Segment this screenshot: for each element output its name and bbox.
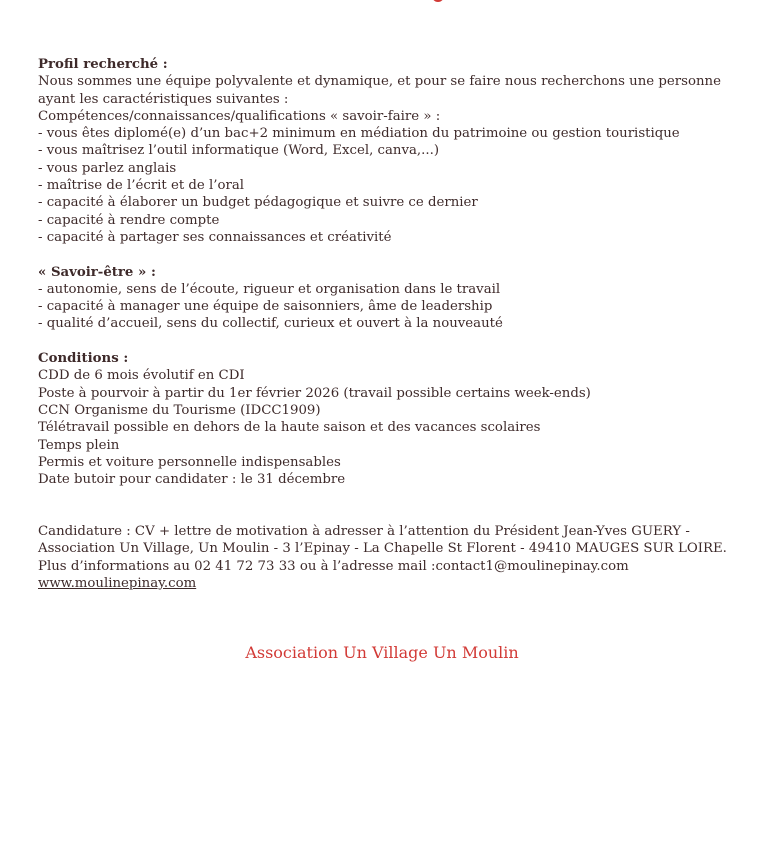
spacer: [38, 488, 728, 523]
profile-heading: Profil recherché :: [38, 57, 168, 72]
conditions-section: [38, 350, 728, 488]
skill-item: - vous maîtrisez l’outil informatique (Word, Excel, canva,...): [38, 143, 440, 159]
condition-item: Poste à pourvoir à partir du 1er février 2026 (travail possible certains week-ends): [38, 385, 591, 401]
condition-item: Permis et voiture personnelle indispensables: [38, 454, 341, 470]
candidature-line-1: Candidature : CV + lettre de motivation à adresser à l’attention du Président Jean-Yves GUERY -: [38, 524, 690, 540]
savoir-etre-section: [38, 264, 728, 333]
footer-organization: Association Un Village Un Moulin: [245, 643, 519, 662]
profile-intro-line-1: Nous sommes une équipe polyvalente et dynamique, et pour se faire nous recherchons une personne: [38, 74, 721, 90]
skill-item: - vous êtes diplomé(e) d’un bac+2 minimum en médiation du patrimoine ou gestion touristique: [38, 126, 680, 142]
candidature-line-3: Plus d’informations au 02 41 72 73 33 ou à l’adresse mail :contact1@moulinepinay.com: [38, 558, 629, 574]
skill-item: - maîtrise de l’écrit et de l’oral: [38, 178, 245, 194]
savoir-etre-item: - qualité d’accueil, sens du collectif, curieux et ouvert à la nouveauté: [38, 316, 503, 332]
candidature-line-2: Association Un Village, Un Moulin - 3 l’Epinay - La Chapelle St Florent - 49410 MAUGES SUR LOIRE.: [38, 541, 727, 557]
savoir-etre-heading: « Savoir-être » :: [38, 264, 156, 280]
skills-subheading: Compétences/connaissances/qualifications « savoir-faire » :: [38, 108, 441, 124]
savoir-etre-item: - capacité à manager une équipe de saisonniers, âme de leadership: [38, 299, 493, 315]
top-decoration: [432, 0, 444, 2]
spacer: [38, 333, 728, 350]
condition-item: CCN Organisme du Tourisme (IDCC1909): [38, 402, 321, 418]
candidature-section: [38, 523, 728, 592]
conditions-heading: Conditions :: [38, 351, 129, 367]
condition-item: Date butoir pour candidater : le 31 décembre: [38, 472, 346, 488]
skill-item: - capacité à élaborer un budget pédagogique et suivre ce dernier: [38, 195, 478, 211]
website-link[interactable]: www.moulinepinay.com: [38, 575, 197, 591]
condition-item: Temps plein: [38, 437, 120, 453]
skill-item: - capacité à partager ses connaissances et créativité: [38, 229, 392, 245]
job-description: [38, 56, 728, 592]
condition-item: Télétravail possible en dehors de la haute saison et des vacances scolaires: [38, 420, 541, 436]
condition-item: CDD de 6 mois évolutif en CDI: [38, 368, 245, 384]
profile-section: [38, 56, 728, 246]
skill-item: - capacité à rendre compte: [38, 212, 220, 228]
spacer: [38, 246, 728, 263]
skill-item: - vous parlez anglais: [38, 160, 177, 176]
profile-intro-line-2: ayant les caractéristiques suivantes :: [38, 91, 289, 107]
savoir-etre-item: - autonomie, sens de l’écoute, rigueur et organisation dans le travail: [38, 281, 501, 297]
